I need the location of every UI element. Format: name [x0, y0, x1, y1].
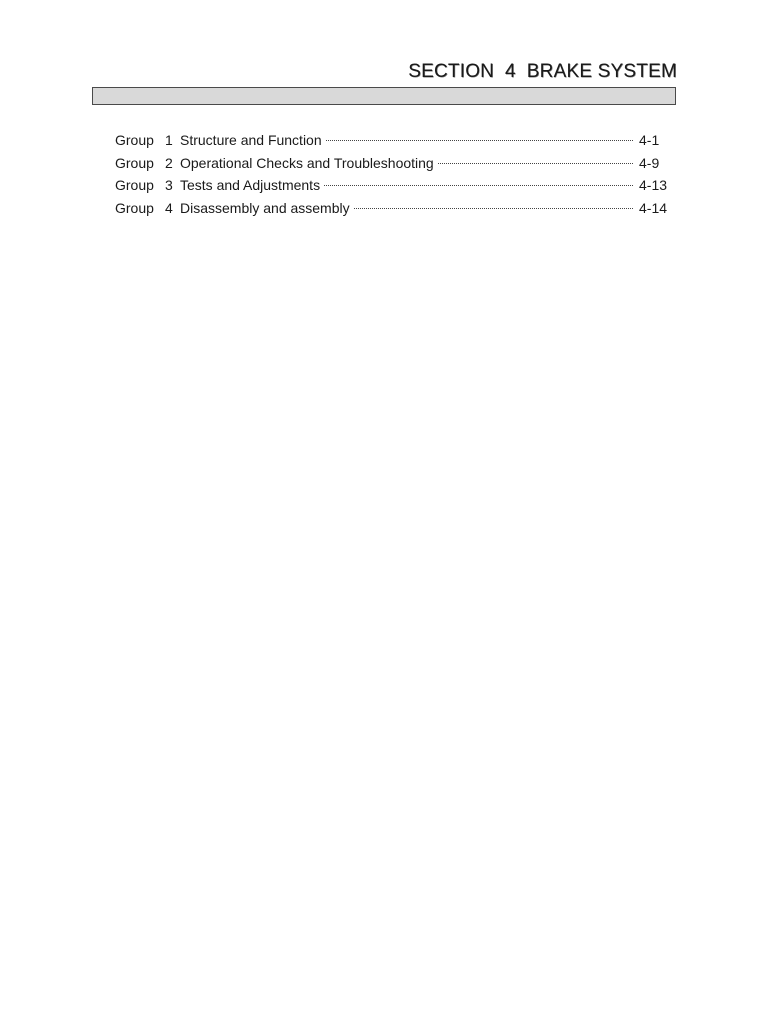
- toc-entry-title: Structure and Function: [180, 132, 322, 148]
- table-of-contents: [115, 129, 669, 219]
- toc-entry-disassembly-and-assembly[interactable]: [115, 197, 669, 220]
- toc-page-number: 4-14: [639, 199, 668, 216]
- toc-dot-leader: [324, 185, 633, 186]
- toc-group-label: Group: [115, 177, 154, 193]
- toc-group-number: 1: [165, 132, 173, 148]
- section-title-bar: [92, 87, 676, 105]
- toc-group-number: 3: [165, 177, 173, 193]
- toc-dot-leader: [438, 163, 633, 164]
- toc-entry-title: Operational Checks and Troubleshooting: [180, 154, 434, 171]
- toc-entry-tests-and-adjustments[interactable]: [115, 174, 669, 197]
- section-title: SECTION 4 BRAKE SYSTEM: [408, 61, 677, 82]
- toc-entry-title: Tests and Adjustments: [180, 177, 321, 193]
- toc-entry-operational-checks[interactable]: [115, 152, 669, 175]
- toc-group-label: Group: [115, 154, 154, 171]
- toc-group-number: 2: [165, 154, 173, 171]
- toc-page-number: 4-1: [639, 132, 660, 148]
- toc-entry-title: Disassembly and assembly: [180, 199, 350, 216]
- toc-group-label: Group: [115, 199, 154, 216]
- toc-group-number: 4: [165, 199, 173, 216]
- toc-entry-structure-and-function[interactable]: [115, 129, 669, 152]
- toc-dot-leader: [326, 140, 633, 141]
- toc-page-number: 4-13: [639, 177, 668, 193]
- toc-group-label: Group: [115, 132, 154, 148]
- toc-page-number: 4-9: [639, 154, 660, 171]
- toc-dot-leader: [354, 208, 633, 209]
